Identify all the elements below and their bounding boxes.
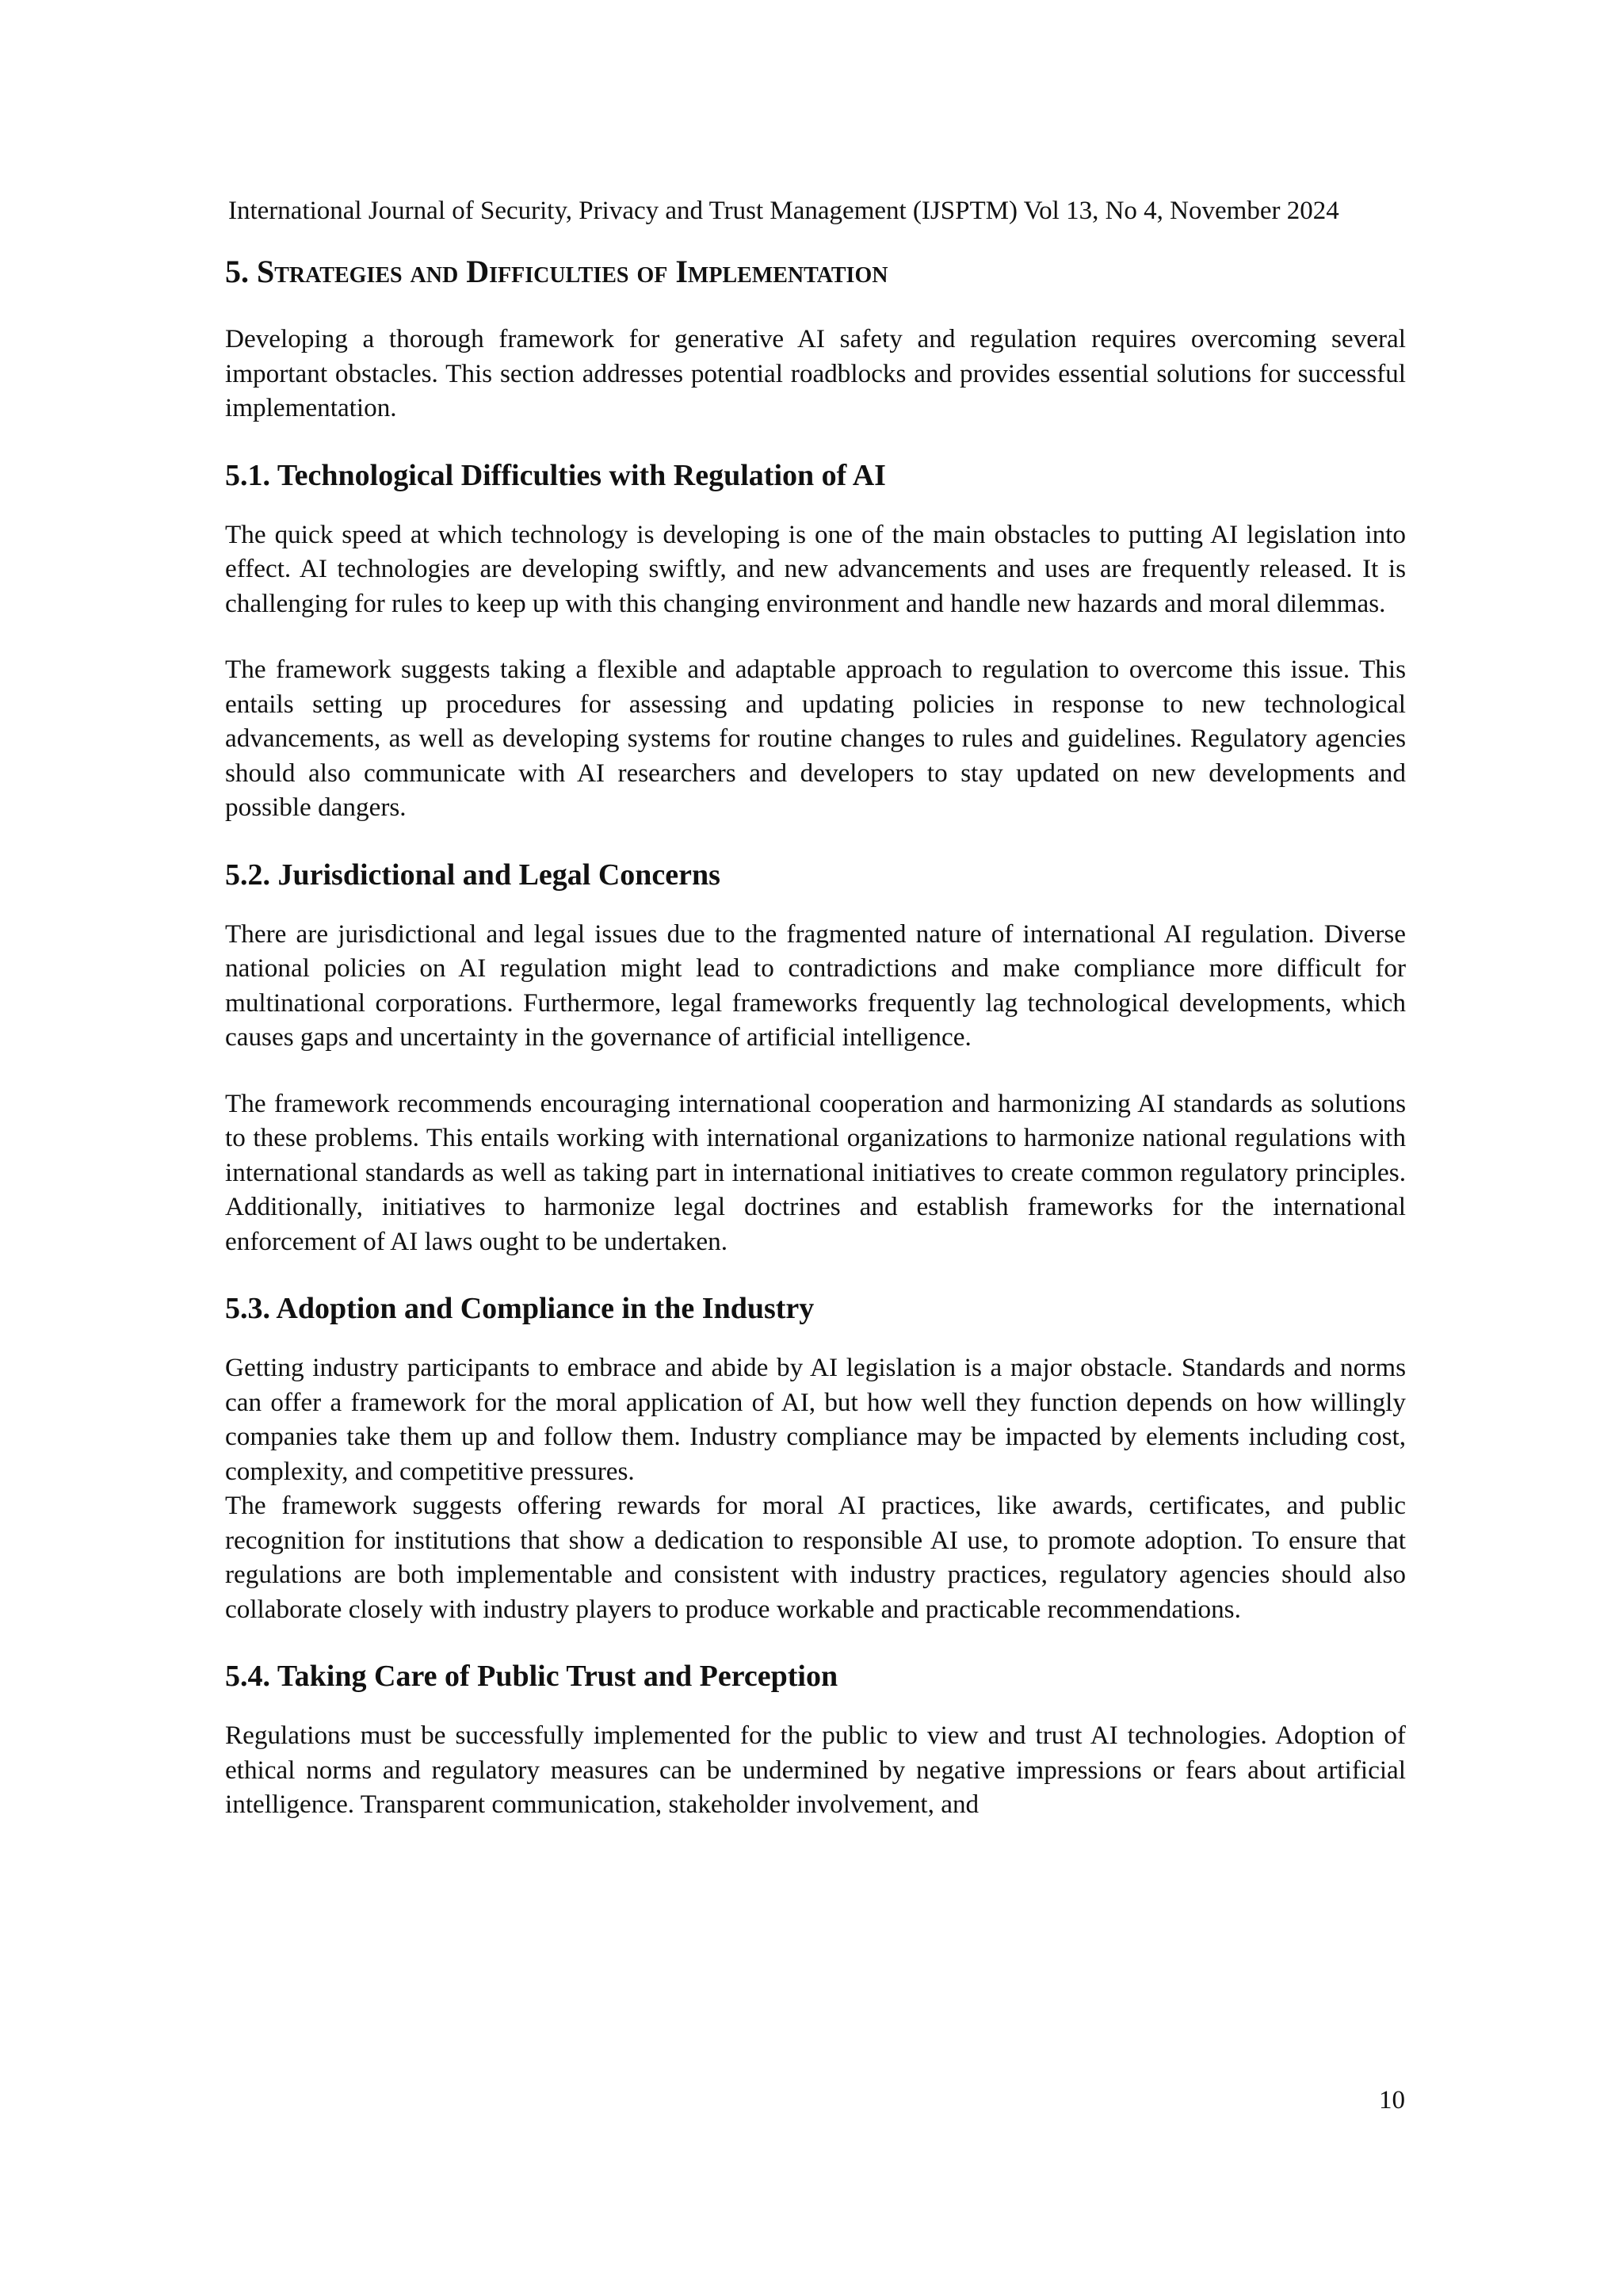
paragraph: The framework recommends encouraging international cooperation and harmonizing AI standards as solutions to these problems. This entails working with international organizations to harmonize national regulations with international standards as well as taking part in international initiatives to create common regulatory principles. Additionally, initiatives to harmonize legal doctrines and establish frameworks for the international enforcement of AI laws ought to be undertaken. [225,1088,1406,1256]
subsection-title-5-2: 5.2. Jurisdictional and Legal Concerns [225,858,720,892]
paragraph: Getting industry participants to embrace and abide by AI legislation is a major obstacle. Standards and norms can offer a framework for the moral application of AI, but how well they function depends on how willingly companies take them up and follow them. Industry compliance may be impacted by elements including cost, complexity, and competitive pressures. [225,1353,1406,1486]
section-intro: Developing a thorough framework for generative AI safety and regulation requires overcoming several important obstacles. This section addresses potential roadblocks and provides essential solutions for successful implementation. [225,324,1406,422]
subsection-title-5-4: 5.4. Taking Care of Public Trust and Perception [225,1660,838,1693]
page-content [225,252,1406,1854]
paragraph: The framework suggests offering rewards for moral AI practices, like awards, certificates, and public recognition for institutions that show a dedication to responsible AI use, to promote adoption. To ensure that regulations are both implementable and consistent with industry practices, regulatory agencies should also collaborate closely with industry players to produce workable and practicable recommendations. [225,1491,1406,1624]
page-number: 10 [1379,2086,1405,2115]
section-title: 5. Strategies and Difficulties of Implementation [225,254,888,289]
paragraph: The quick speed at which technology is developing is one of the main obstacles to putting AI legislation into effect. AI technologies are developing swiftly, and new advancements and uses are frequently released. It is challenging for rules to keep up with this changing environment and handle new hazards and moral dilemmas. [225,519,1406,618]
paragraph: There are jurisdictional and legal issues due to the fragmented nature of international AI regulation. Diverse national policies on AI regulation might lead to contradictions and make compliance more difficult for multinational corporations. Furthermore, legal frameworks frequently lag technological developments, which causes gaps and uncertainty in the governance of artificial intelligence. [225,919,1406,1052]
running-header: International Journal of Security, Privacy and Trust Management (IJSPTM) Vol 13, No 4, November 2024 [228,197,1339,225]
paragraph: The framework suggests taking a flexible and adaptable approach to regulation to overcome this issue. This entails setting up procedures for assessing and updating policies in response to new technological advancements, as well as developing systems for routine changes to rules and guidelines. Regulatory agencies should also communicate with AI researchers and developers to stay updated on new developments and possible dangers. [225,655,1406,822]
subsection-title-5-3: 5.3. Adoption and Compliance in the Industry [225,1292,815,1325]
subsection-title-5-1: 5.1. Technological Difficulties with Regulation of AI [225,458,886,492]
paragraph: Regulations must be successfully implemented for the public to view and trust AI technologies. Adoption of ethical norms and regulatory measures can be undermined by negative impressions or fears about artificial intelligence. Transparent communication, stakeholder involvement, and [225,1721,1406,1819]
